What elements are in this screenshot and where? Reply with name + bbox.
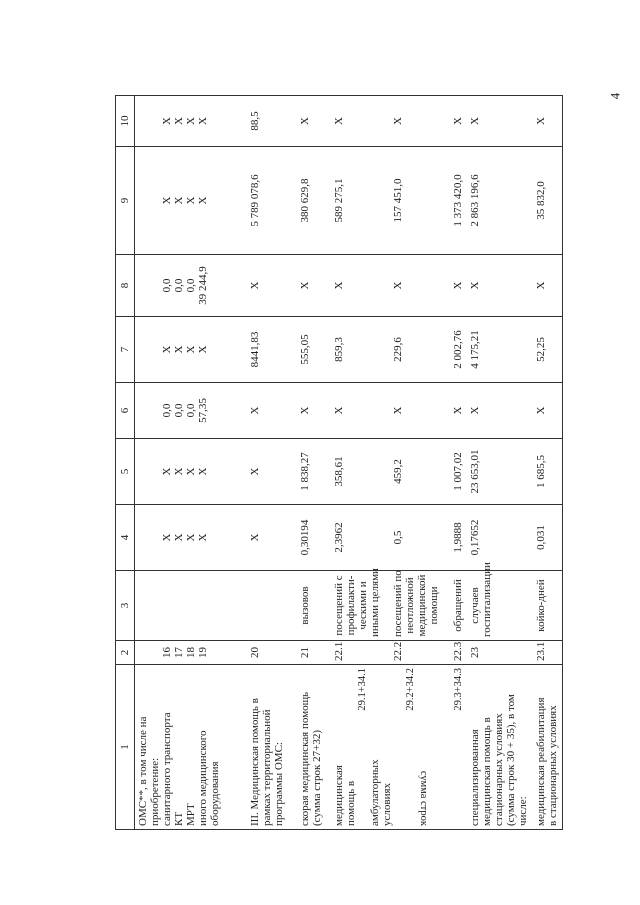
financing-table — [115, 95, 563, 830]
row-title: медицинская реабилитация в стационарных условиях — [533, 665, 563, 830]
value-cell: 859,3 — [331, 317, 391, 383]
value-cell: X — [247, 439, 297, 505]
value-cell: 459,2 — [390, 439, 450, 505]
header-row — [116, 96, 135, 830]
value-cell: 380 629,8 — [297, 147, 331, 255]
value-cell: X — [450, 383, 467, 439]
value-cell: 358,61 — [331, 439, 391, 505]
value-cell: X — [467, 255, 533, 317]
row-number: 22.2 — [390, 641, 450, 665]
value-cell: X — [533, 383, 563, 439]
value-cell: X — [297, 96, 331, 147]
value-cell: X — [247, 505, 297, 571]
value-cell: 229,6 — [390, 317, 450, 383]
row-title: III. Медицинская помощь в рамках территориальной программы ОМС: — [247, 665, 297, 830]
value-cell: 1 007,02 — [450, 439, 467, 505]
value-cell: 1 838,27 — [297, 439, 331, 505]
row-number: 16 17 18 19 — [135, 641, 247, 665]
row-title: специализированная медицинская помощь в стационарных условиях (сумма строк 30 + 35), в том числе: — [467, 665, 533, 830]
value-cell: X — [247, 255, 297, 317]
unit-cell: случаев госпитализации — [467, 571, 533, 641]
value-cell: 0,5 — [390, 505, 450, 571]
col-header-5: 5 — [116, 439, 135, 505]
unit-cell: койко-дней — [533, 571, 563, 641]
value-cell: X — [450, 96, 467, 147]
col-header-10: 10 — [116, 96, 135, 147]
value-cell: X X X X — [135, 96, 247, 147]
row-number: 22.3 — [450, 641, 467, 665]
table-row — [331, 96, 391, 830]
value-cell: 5 789 078,6 — [247, 147, 297, 255]
value-cell: 0,0 0,0 0,0 57,35 — [135, 383, 247, 439]
col-header-7: 7 — [116, 317, 135, 383]
value-cell: 555,05 — [297, 317, 331, 383]
value-cell: 2,3962 — [331, 505, 391, 571]
value-cell: X — [390, 383, 450, 439]
value-cell: X — [297, 255, 331, 317]
table-row — [533, 96, 563, 830]
value-cell: X X X X — [135, 317, 247, 383]
value-cell: 0,30194 — [297, 505, 331, 571]
unit-cell: посещений с профилакти- ческими и иными целями — [331, 571, 391, 641]
value-cell: X — [331, 255, 391, 317]
col-header-4: 4 — [116, 505, 135, 571]
col-header-1: 1 — [116, 665, 135, 830]
value-cell: 1 373 420,0 — [450, 147, 467, 255]
value-cell: 1,9888 — [450, 505, 467, 571]
unit-cell: обращений — [450, 571, 467, 641]
col-header-9: 9 — [116, 147, 135, 255]
value-cell: 23 653,01 — [467, 439, 533, 505]
unit-cell — [135, 571, 247, 641]
row-title: ОМС**, в том числе на приобретение: санитарного транспорта КТ МРТ иного медицинского оборудования — [135, 665, 247, 830]
value-cell: X — [450, 255, 467, 317]
row-number: 23.1 — [533, 641, 563, 665]
row-number: 23 — [467, 641, 533, 665]
rotated-table-page — [115, 95, 559, 830]
value-cell: 0,031 — [533, 505, 563, 571]
value-cell: X — [533, 255, 563, 317]
value-cell: X — [467, 96, 533, 147]
value-cell: X X X X — [135, 147, 247, 255]
table-row — [467, 96, 533, 830]
col-header-6: 6 — [116, 383, 135, 439]
table-row — [135, 96, 247, 830]
unit-cell: посещений по неотложной медицинской помощи — [390, 571, 450, 641]
value-cell: X — [390, 96, 450, 147]
row-title: медицинская помощь в 29.1+34.1 амбулаторных условиях 29.2+34.2 сумма строк 29.3+34.3 — [331, 665, 467, 830]
value-cell: 157 451,0 — [390, 147, 450, 255]
value-cell: X — [331, 383, 391, 439]
row-number: 21 — [297, 641, 331, 665]
value-cell: X X X X — [135, 439, 247, 505]
table-row — [247, 96, 297, 830]
value-cell: X — [390, 255, 450, 317]
value-cell: 2 863 196,6 — [467, 147, 533, 255]
value-cell: 2 002,76 — [450, 317, 467, 383]
page-number: 4 — [607, 92, 623, 100]
col-header-3: 3 — [116, 571, 135, 641]
value-cell: X — [331, 96, 391, 147]
row-number: 22.1 — [331, 641, 391, 665]
value-cell: X — [297, 383, 331, 439]
table-row — [297, 96, 331, 830]
value-cell: 88,5 — [247, 96, 297, 147]
value-cell: 1 685,5 — [533, 439, 563, 505]
col-header-8: 8 — [116, 255, 135, 317]
value-cell: 589 275,1 — [331, 147, 391, 255]
value-cell: 4 175,21 — [467, 317, 533, 383]
unit-cell: вызовов — [297, 571, 331, 641]
value-cell: X X X X — [135, 505, 247, 571]
row-number: 20 — [247, 641, 297, 665]
value-cell: 0,0 0,0 0,0 39 244,9 — [135, 255, 247, 317]
value-cell: 35 832,0 — [533, 147, 563, 255]
row-title: скорая медицинская помощь (сумма строк 27+32) — [297, 665, 331, 830]
value-cell: 52,25 — [533, 317, 563, 383]
value-cell: 8441,83 — [247, 317, 297, 383]
unit-cell — [247, 571, 297, 641]
col-header-2: 2 — [116, 641, 135, 665]
value-cell: X — [247, 383, 297, 439]
value-cell: X — [533, 96, 563, 147]
value-cell: X — [467, 383, 533, 439]
value-cell: 0,17652 — [467, 505, 533, 571]
